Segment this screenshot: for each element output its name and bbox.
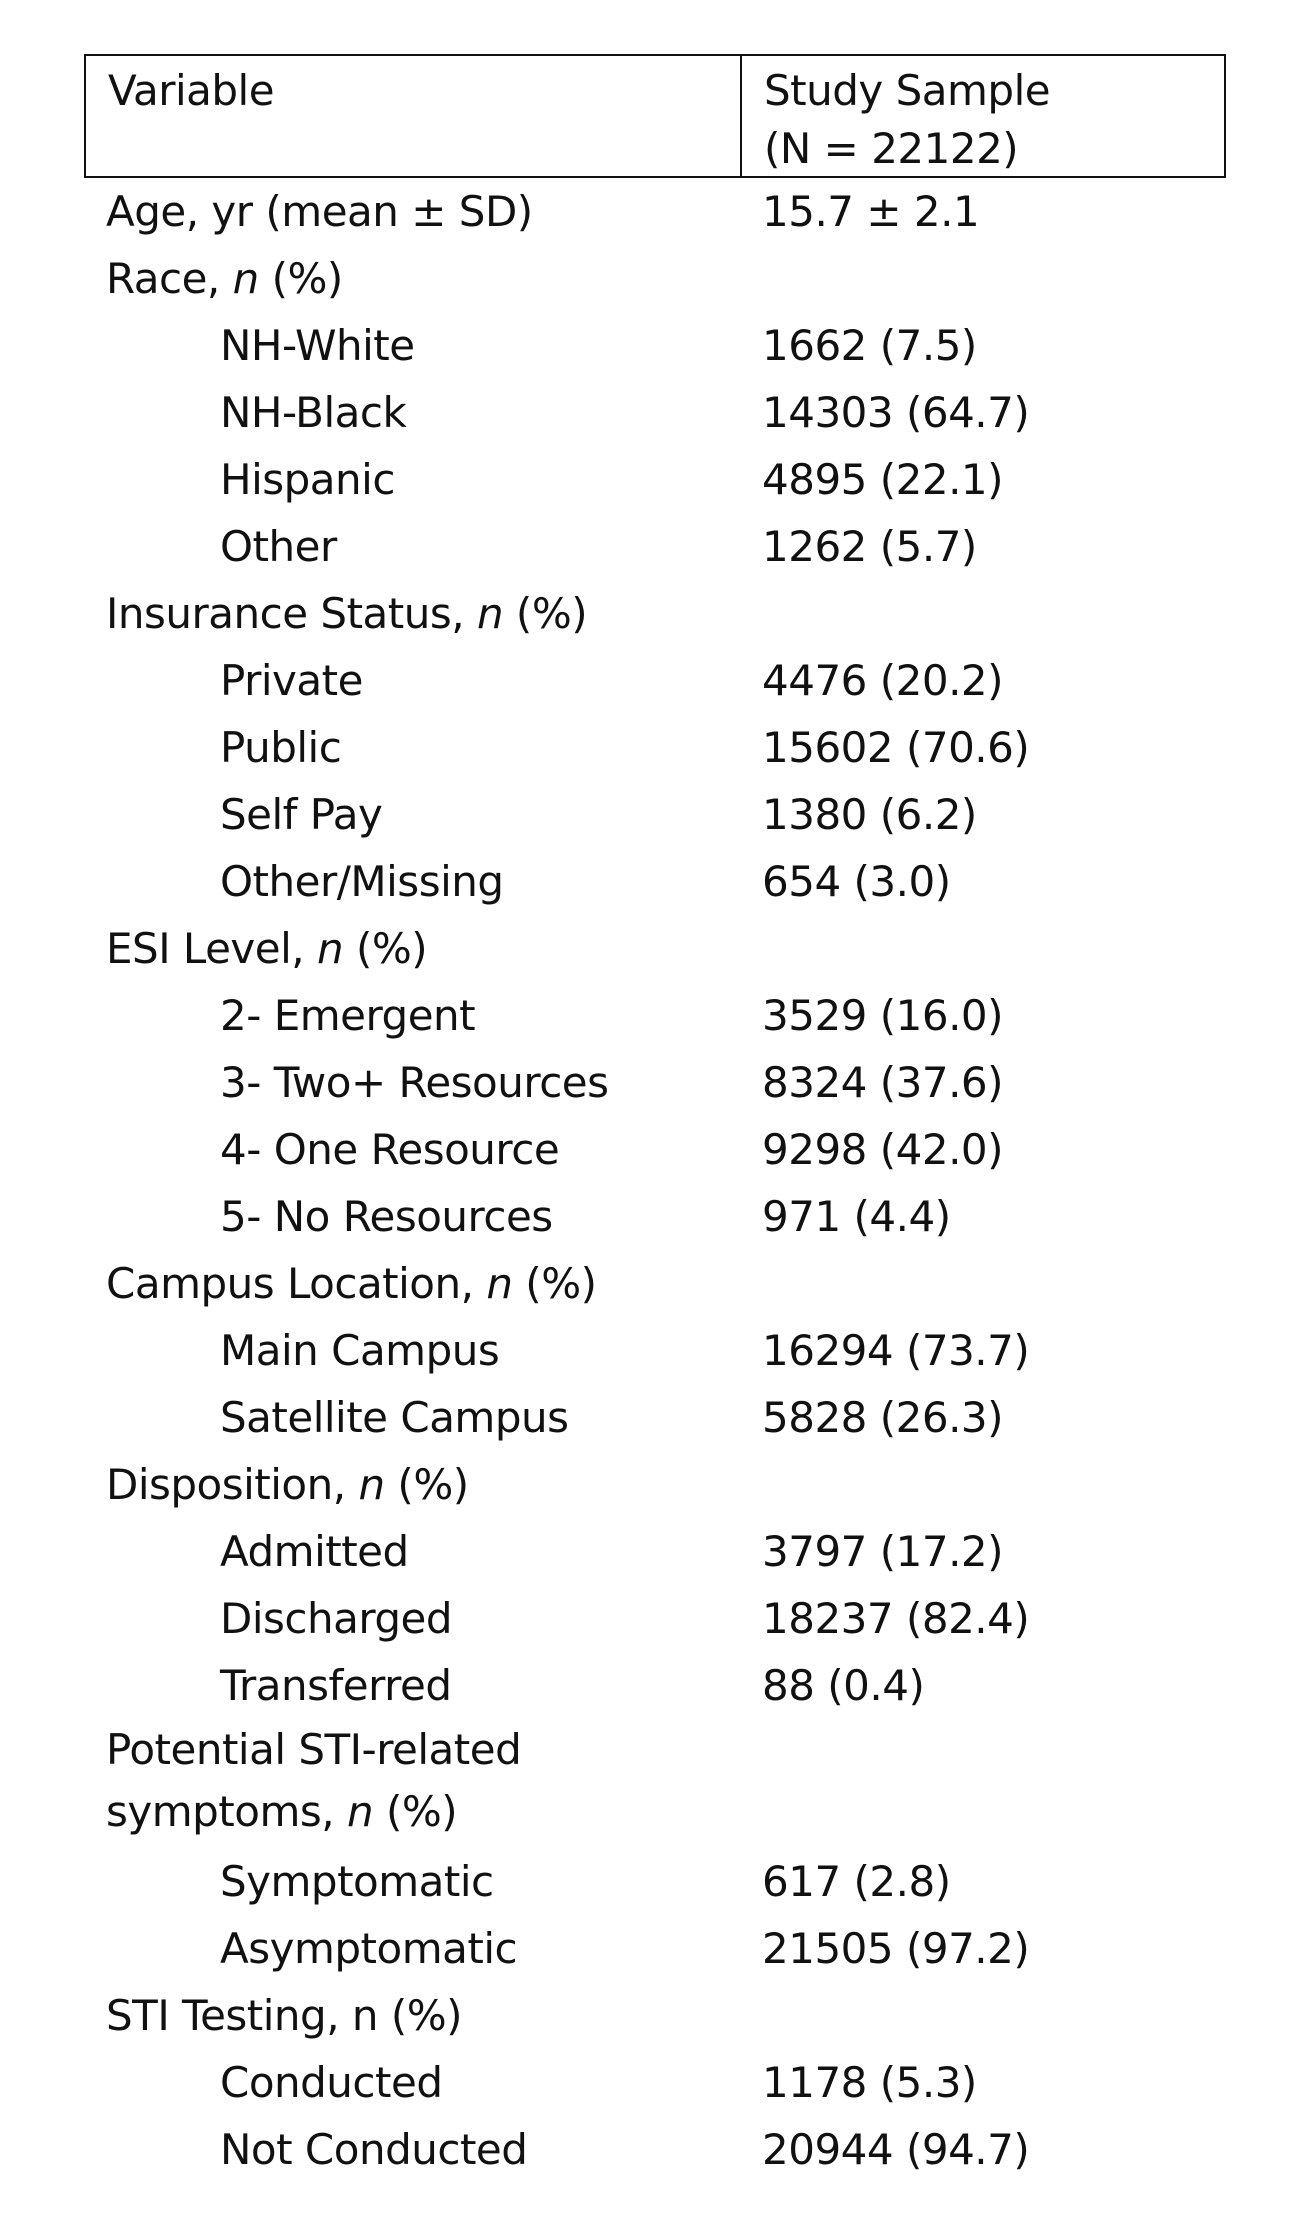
section-row-sti-testing xyxy=(84,1982,1226,2049)
table-row xyxy=(84,1652,1226,1719)
row-label: Public xyxy=(220,723,342,772)
table-row xyxy=(84,379,1226,446)
table-row xyxy=(84,1317,1226,1384)
row-value: 88 (0.4) xyxy=(762,1661,925,1710)
row-label: 2- Emergent xyxy=(220,991,476,1040)
table-row xyxy=(84,1518,1226,1585)
row-label: Other/Missing xyxy=(220,857,504,906)
row-label: Age, yr (mean ± SD) xyxy=(106,187,533,236)
section-row-esi-level xyxy=(84,915,1226,982)
row-label: Satellite Campus xyxy=(220,1393,569,1442)
row-label: Hispanic xyxy=(220,455,395,504)
table-row xyxy=(84,1384,1226,1451)
section-label: Potential STI-related symptoms, n (%) xyxy=(106,1725,522,1836)
row-label: NH-White xyxy=(220,321,415,370)
section-label: Race, n (%) xyxy=(106,254,343,303)
table-row xyxy=(84,714,1226,781)
row-value: 15602 (70.6) xyxy=(762,723,1030,772)
row-label: Self Pay xyxy=(220,790,383,839)
row-label: 3- Two+ Resources xyxy=(220,1058,609,1107)
table-row xyxy=(84,1049,1226,1116)
section-row-sti-symptoms xyxy=(84,1719,1226,1848)
row-value: 8324 (37.6) xyxy=(762,1058,1004,1107)
row-value: 14303 (64.7) xyxy=(762,388,1030,437)
row-value: 21505 (97.2) xyxy=(762,1924,1030,1973)
row-value: 1380 (6.2) xyxy=(762,790,977,839)
table-row xyxy=(84,1585,1226,1652)
column-divider xyxy=(740,56,742,176)
row-value: 1178 (5.3) xyxy=(762,2058,977,2107)
row-label: Other xyxy=(220,522,337,571)
table-row xyxy=(84,1915,1226,1982)
row-value: 18237 (82.4) xyxy=(762,1594,1030,1643)
variable-column-header: Variable xyxy=(108,66,275,115)
table-row xyxy=(84,1116,1226,1183)
row-value: 3529 (16.0) xyxy=(762,991,1004,1040)
row-value: 971 (4.4) xyxy=(762,1192,951,1241)
section-row-campus-location xyxy=(84,1250,1226,1317)
table-row xyxy=(84,446,1226,513)
table-row xyxy=(84,848,1226,915)
section-label: ESI Level, n (%) xyxy=(106,924,428,973)
row-label: Main Campus xyxy=(220,1326,500,1375)
table-row xyxy=(84,1183,1226,1250)
study-sample-column-header xyxy=(764,62,1050,178)
row-value: 4895 (22.1) xyxy=(762,455,1004,504)
row-label: Transferred xyxy=(220,1661,452,1710)
section-label: Campus Location, n (%) xyxy=(106,1259,597,1308)
row-value: 1262 (5.7) xyxy=(762,522,977,571)
sample-size-label: (N = 22122) xyxy=(764,124,1019,173)
row-value: 1662 (7.5) xyxy=(762,321,977,370)
section-label: Insurance Status, n (%) xyxy=(106,589,588,638)
row-value: 9298 (42.0) xyxy=(762,1125,1004,1174)
table-row xyxy=(84,1848,1226,1915)
row-label: Asymptomatic xyxy=(220,1924,518,1973)
table-row xyxy=(84,982,1226,1049)
row-label: 5- No Resources xyxy=(220,1192,553,1241)
table-row xyxy=(84,647,1226,714)
section-row-disposition xyxy=(84,1451,1226,1518)
row-label: Private xyxy=(220,656,363,705)
study-sample-label: Study Sample xyxy=(764,66,1051,115)
section-row-insurance xyxy=(84,580,1226,647)
row-value: 654 (3.0) xyxy=(762,857,951,906)
row-label: Discharged xyxy=(220,1594,453,1643)
table-row xyxy=(84,2049,1226,2116)
table-row xyxy=(84,781,1226,848)
table-row-age xyxy=(84,178,1226,245)
section-label: STI Testing, n (%) xyxy=(106,1991,463,2040)
row-label: Admitted xyxy=(220,1527,409,1576)
demographics-table xyxy=(84,54,1226,2183)
row-value: 15.7 ± 2.1 xyxy=(762,187,980,236)
table-header xyxy=(84,54,1226,178)
row-label: Conducted xyxy=(220,2058,443,2107)
row-value: 16294 (73.7) xyxy=(762,1326,1030,1375)
row-value: 617 (2.8) xyxy=(762,1857,951,1906)
table-body xyxy=(84,178,1226,2183)
row-label: Not Conducted xyxy=(220,2125,528,2174)
row-label: 4- One Resource xyxy=(220,1125,560,1174)
table-row xyxy=(84,2116,1226,2183)
row-label: NH-Black xyxy=(220,388,407,437)
row-label: Symptomatic xyxy=(220,1857,494,1906)
row-value: 4476 (20.2) xyxy=(762,656,1004,705)
table-row xyxy=(84,312,1226,379)
section-row-race xyxy=(84,245,1226,312)
row-value: 5828 (26.3) xyxy=(762,1393,1004,1442)
table-row xyxy=(84,513,1226,580)
row-value: 20944 (94.7) xyxy=(762,2125,1030,2174)
row-value: 3797 (17.2) xyxy=(762,1527,1004,1576)
section-label: Disposition, n (%) xyxy=(106,1460,469,1509)
